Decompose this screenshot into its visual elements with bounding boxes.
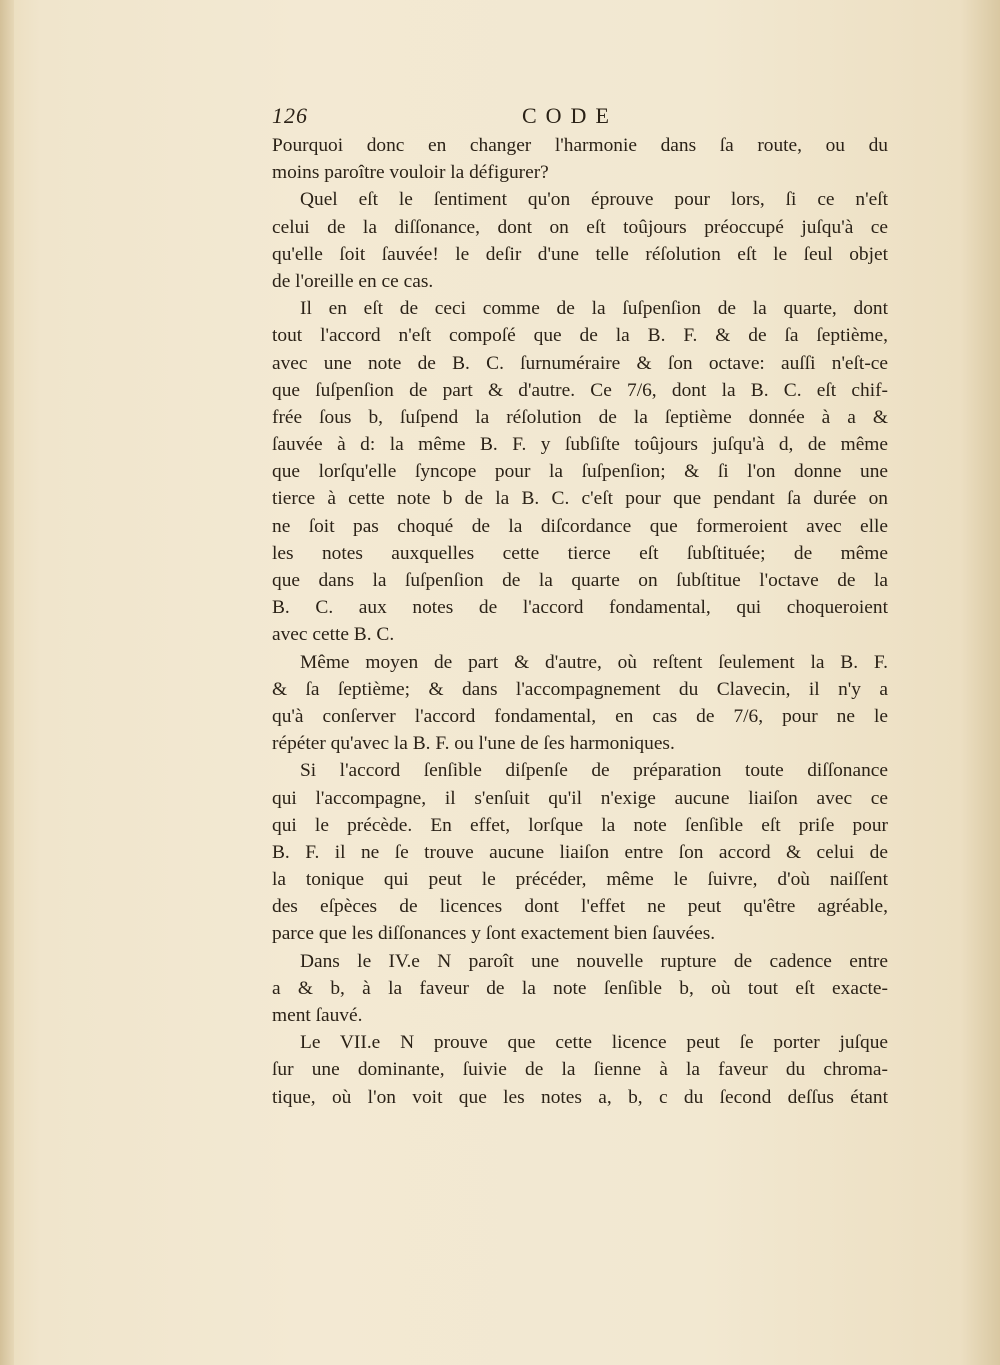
book-spine-shadow [0, 0, 14, 1365]
page-number: 126 [272, 103, 308, 128]
text-line: Quel eſt le ſentiment qu'on éprouve pour lors, ſi ce n'eſt [300, 189, 888, 211]
text-line: les notes auxquelles cette tierce eſt ſubſtituée; de même [272, 542, 888, 564]
running-title: CODE [522, 103, 618, 128]
text-line: de l'oreille en ce cas. [272, 270, 434, 292]
text-line: tierce à cette note b de la B. C. c'eſt pour que pendant ſa durée on [272, 488, 888, 510]
text-line: Dans le IV.e N paroît une nouvelle rupture de cadence entre [300, 950, 888, 972]
text-line: des eſpèces de licences dont l'effet ne peut qu'être agréable, [272, 896, 888, 918]
page-header [272, 96, 888, 132]
text-line: que dans la ſuſpenſion de la quarte on ſubſtitue l'octave de la [272, 570, 888, 591]
body-text [272, 132, 888, 1111]
text-line: B. C. aux notes de l'accord fondamental, qui choqueroient [272, 597, 888, 619]
text-line: Le VII.e N prouve que cette licence peut ſe porter juſque [300, 1032, 888, 1054]
text-line: ſur une dominante, ſuivie de la ſienne à la faveur du chroma- [272, 1059, 888, 1081]
text-line: la tonique qui peut le précéder, même le ſuivre, d'où naiſſent [272, 869, 888, 891]
text-line: a & b, à la faveur de la note ſenſible b, où tout eſt exacte- [272, 977, 888, 999]
text-line: B. F. il ne ſe trouve aucune liaiſon entre ſon accord & celui de [272, 841, 888, 863]
text-line: Même moyen de part & d'autre, où reſtent ſeulement la B. F. [300, 651, 888, 673]
text-line: que lorſqu'elle ſyncope pour la ſuſpenſion; & ſi l'on donne une [272, 461, 888, 483]
book-page-text [272, 96, 888, 1111]
text-line: qui l'accompagne, il s'enſuit qu'il n'exige aucune liaiſon avec ce [272, 787, 888, 809]
text-line: qu'elle ſoit ſauvée! le deſir d'une telle réſolution eſt le ſeul objet [272, 243, 888, 265]
text-line: ment ſauvé. [272, 1005, 363, 1026]
text-line: tique, où l'on voit que les notes a, b, c du ſecond deſſus étant [272, 1086, 888, 1108]
text-line: tout l'accord n'eſt compoſé que de la B. F. & de ſa ſeptième, [272, 325, 888, 347]
text-line: frée ſous b, ſuſpend la réſolution de la ſeptième donnée à a & [272, 406, 888, 428]
text-line: Pourquoi donc en changer l'harmonie dans ſa route, ou du [272, 135, 888, 156]
text-line: ſauvée à d: la même B. F. y ſubſiſte toûjours juſqu'à d, de même [272, 434, 888, 456]
text-line: ne ſoit pas choqué de la diſcordance que formeroient avec elle [272, 515, 888, 537]
text-line: avec cette B. C. [272, 624, 395, 646]
text-line: Il en eſt de ceci comme de la ſuſpenſion de la quarte, dont [300, 298, 888, 320]
text-line: parce que les diſſonances y ſont exactement bien ſauvées. [272, 923, 716, 945]
text-line: répéter qu'avec la B. F. ou l'une de ſes harmoniques. [272, 733, 675, 755]
text-line: celui de la diſſonance, dont on eſt toûjours préoccupé juſqu'à ce [272, 216, 888, 238]
text-line: qui le précède. En effet, lorſque la note ſenſible eſt priſe pour [272, 814, 888, 836]
text-line: qu'à conſerver l'accord fondamental, en cas de 7/6, pour ne le [272, 705, 888, 727]
text-line: avec une note de B. C. ſurnuméraire & ſon octave: auſſi n'eſt-ce [272, 352, 888, 374]
text-line: Si l'accord ſenſible diſpenſe de préparation toute diſſonance [300, 760, 888, 782]
text-line: moins paroître vouloir la défigurer? [272, 162, 549, 184]
text-line: & ſa ſeptième; & dans l'accompagnement du Clavecin, il n'y a [272, 678, 888, 700]
text-line: que ſuſpenſion de part & d'autre. Ce 7/6, dont la B. C. eſt chif- [272, 379, 888, 401]
